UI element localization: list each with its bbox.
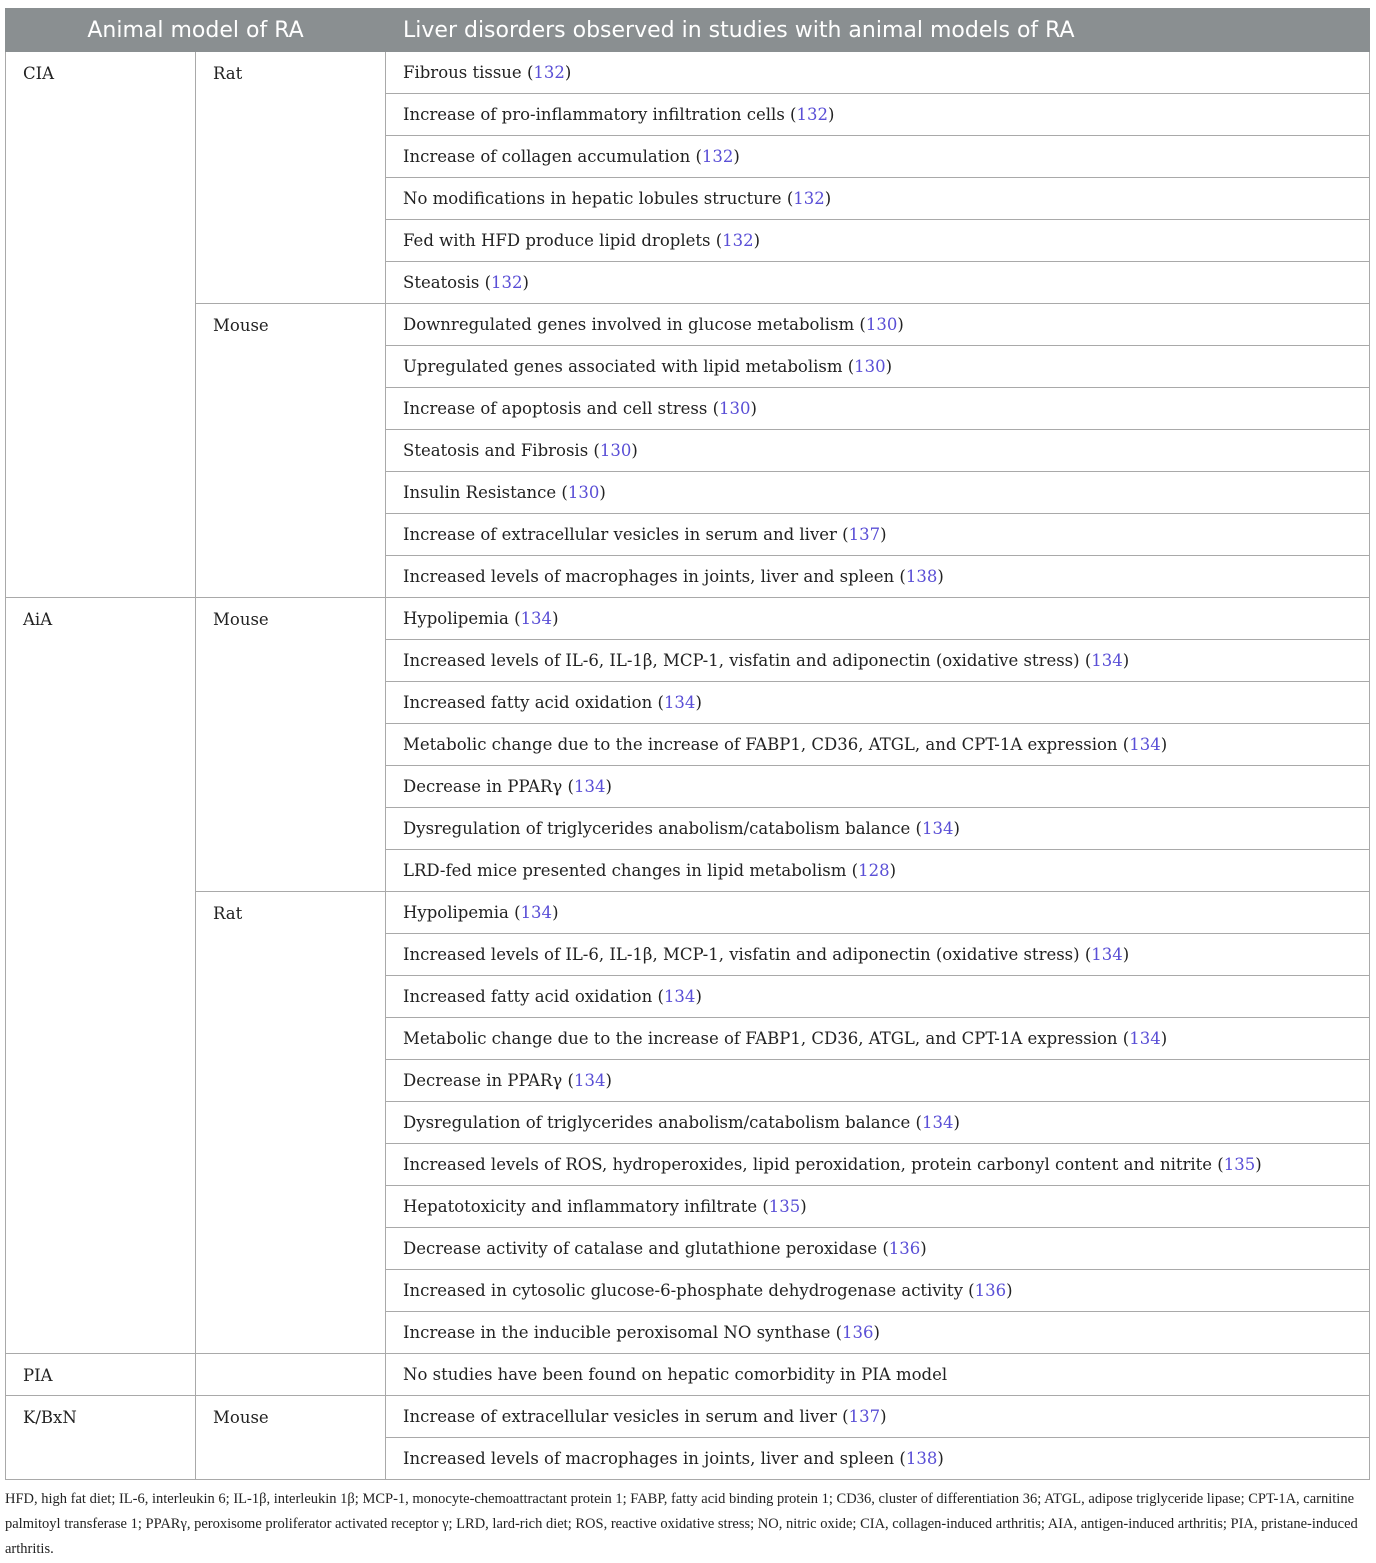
finding-cell: Increase of extracellular vesicles in serum and liver (137) [386,1396,1370,1438]
header-animal-model: Animal model of RA [6,9,386,52]
finding-text: Fibrous tissue [403,63,522,82]
finding-cell [386,1354,1370,1396]
finding-cell: Increased levels of IL-6, IL-1β, MCP-1, visfatin and adiponectin (oxidative stress) (134) [386,640,1370,682]
table-footnote: HFD, high fat diet; IL-6, interleukin 6; IL-1β, interleukin 1β; MCP-1, monocyte-chemoattractant protein 1; FABP, fatty acid binding protein 1; CD36, cluster of differentiation 36; ATGL, adipose triglyceride lipase; CPT-1A, carnitine palmitoyl transferase 1; PPARγ, peroxisome proliferator activated receptor γ; LRD, lard-rich diet; ROS, reactive oxidative stress; NO, nitric oxide; CIA, collagen-induced arthritis; AIA, antigen-induced arthritis; PIA, pristane-induced arthritis. [5,1491,1358,1557]
finding-text: No modifications in hepatic lobules structure [403,189,782,208]
finding-text: Fed with HFD produce lipid droplets [403,231,711,250]
finding-cell: Increase of collagen accumulation (132) [386,136,1370,178]
finding-text: Decrease in PPARγ [403,1071,563,1090]
finding-cell: LRD-fed mice presented changes in lipid metabolism (128) [386,850,1370,892]
finding-text: Increased levels of macrophages in joints, liver and spleen [403,1449,895,1468]
finding-text: Hypolipemia [403,609,509,628]
finding-cell: Fibrous tissue (132) [386,52,1370,94]
finding-text: Metabolic change due to the increase of FABP1, CD36, ATGL, and CPT-1A expression [403,735,1118,754]
finding-text: Steatosis and Fibrosis [403,441,589,460]
reference-link[interactable]: 134 [520,903,553,922]
reference-link[interactable]: 134 [1129,1029,1161,1048]
finding-text: Dysregulation of triglycerides anabolism/catabolism balance [403,819,911,838]
finding-text: Steatosis [403,273,480,292]
species-cell: Rat [196,892,386,1354]
table-header-row [6,9,1370,52]
model-cell: CIA [6,52,196,598]
finding-cell: Dysregulation of triglycerides anabolism/catabolism balance (134) [386,1102,1370,1144]
model-cell: PIA [6,1354,196,1396]
reference-link[interactable]: 136 [888,1239,921,1258]
finding-text: Increase of pro-inflammatory infiltration cells [403,105,785,124]
reference-link[interactable]: 132 [491,273,523,292]
species-cell [196,1354,386,1396]
finding-cell: Increased levels of macrophages in joints, liver and spleen (138) [386,556,1370,598]
reference-link[interactable]: 134 [520,609,553,628]
reference-link[interactable]: 135 [1223,1155,1256,1174]
reference-link[interactable]: 130 [854,357,886,376]
finding-text: Increased fatty acid oxidation [403,693,653,712]
reference-link[interactable]: 134 [1091,651,1123,670]
reference-link[interactable]: 132 [722,231,754,250]
finding-text: Increase of extracellular vesicles in serum and liver [403,1407,837,1426]
reference-link[interactable]: 128 [858,861,890,880]
finding-cell: Upregulated genes associated with lipid metabolism (130) [386,346,1370,388]
reference-link[interactable]: 134 [1129,735,1161,754]
finding-cell: No modifications in hepatic lobules structure (132) [386,178,1370,220]
table-row [6,52,1370,94]
table-row [6,892,1370,934]
finding-text: Increased levels of ROS, hydroperoxides, lipid peroxidation, protein carbonyl content and nitrite [403,1155,1213,1174]
liver-disorders-table [5,8,1370,1480]
finding-cell: Increased levels of ROS, hydroperoxides, lipid peroxidation, protein carbonyl content and nitrite (135) [386,1144,1370,1186]
finding-cell: Increased in cytosolic glucose-6-phosphate dehydrogenase activity (136) [386,1270,1370,1312]
reference-link[interactable]: 130 [865,315,898,334]
finding-cell: Downregulated genes involved in glucose metabolism (130) [386,304,1370,346]
table-row [6,1354,1370,1396]
finding-text: Downregulated genes involved in glucose metabolism [403,315,855,334]
finding-text: Dysregulation of triglycerides anabolism/catabolism balance [403,1113,911,1132]
reference-link[interactable]: 134 [573,1071,606,1090]
reference-link[interactable]: 134 [663,693,696,712]
reference-link[interactable]: 134 [573,777,606,796]
reference-link[interactable]: 132 [793,189,825,208]
finding-cell: Increased fatty acid oxidation (134) [386,976,1370,1018]
model-cell: AiA [6,598,196,1354]
finding-cell: Hypolipemia (134) [386,892,1370,934]
finding-cell: Decrease activity of catalase and glutathione peroxidase (136) [386,1228,1370,1270]
finding-cell: Decrease in PPARγ (134) [386,1060,1370,1102]
finding-cell: Hepatotoxicity and inflammatory infiltrate (135) [386,1186,1370,1228]
finding-cell: Dysregulation of triglycerides anabolism/catabolism balance (134) [386,808,1370,850]
finding-text: Metabolic change due to the increase of FABP1, CD36, ATGL, and CPT-1A expression [403,1029,1118,1048]
finding-cell: Increase of pro-inflammatory infiltration cells (132) [386,94,1370,136]
finding-text: Increased levels of IL-6, IL-1β, MCP-1, visfatin and adiponectin (oxidative stress) [403,651,1080,670]
reference-link[interactable]: 134 [1091,945,1123,964]
finding-cell: Increased fatty acid oxidation (134) [386,682,1370,724]
reference-link[interactable]: 135 [768,1197,801,1216]
finding-cell: Decrease in PPARγ (134) [386,766,1370,808]
reference-link[interactable]: 132 [796,105,828,124]
finding-cell: Fed with HFD produce lipid droplets (132) [386,220,1370,262]
finding-cell: Increase in the inducible peroxisomal NO synthase (136) [386,1312,1370,1354]
table-row [6,598,1370,640]
finding-cell: Hypolipemia (134) [386,598,1370,640]
finding-text: Hypolipemia [403,903,509,922]
finding-cell: Steatosis (132) [386,262,1370,304]
model-cell: K/BxN [6,1396,196,1480]
finding-text: Increased levels of macrophages in joints, liver and spleen [403,567,895,586]
reference-link[interactable]: 138 [905,1449,938,1468]
finding-cell: Increase of apoptosis and cell stress (130) [386,388,1370,430]
finding-cell: Increased levels of macrophages in joints, liver and spleen (138) [386,1438,1370,1480]
finding-text: Decrease activity of catalase and glutathione peroxidase [403,1239,878,1258]
reference-link[interactable]: 137 [848,525,881,544]
finding-text: Hepatotoxicity and inflammatory infiltrate [403,1197,758,1216]
reference-link[interactable]: 130 [599,441,632,460]
species-cell: Rat [196,52,386,304]
finding-cell: Insulin Resistance (130) [386,472,1370,514]
reference-link[interactable]: 132 [701,147,734,166]
reference-link[interactable]: 134 [663,987,696,1006]
species-cell: Mouse [196,304,386,598]
finding-text: Increased levels of IL-6, IL-1β, MCP-1, visfatin and adiponectin (oxidative stress) [403,945,1080,964]
finding-text: Increased fatty acid oxidation [403,987,653,1006]
reference-link[interactable]: 136 [974,1281,1007,1300]
finding-text: Increase of apoptosis and cell stress [403,399,708,418]
finding-text: Upregulated genes associated with lipid metabolism [403,357,843,376]
species-cell: Mouse [196,1396,386,1480]
finding-text: Increase in the inducible peroxisomal NO synthase [403,1323,831,1342]
reference-link[interactable]: 134 [921,819,954,838]
finding-cell: Metabolic change due to the increase of FABP1, CD36, ATGL, and CPT-1A expression (134) [386,1018,1370,1060]
finding-text: Increased in cytosolic glucose-6-phosphate dehydrogenase activity [403,1281,963,1300]
reference-link[interactable]: 136 [842,1323,874,1342]
finding-text: No studies have been found on hepatic comorbidity in PIA model [403,1365,948,1384]
reference-link[interactable]: 134 [921,1113,954,1132]
finding-text: Increase of collagen accumulation [403,147,691,166]
finding-cell: Steatosis and Fibrosis (130) [386,430,1370,472]
finding-text: LRD-fed mice presented changes in lipid metabolism [403,861,847,880]
reference-link[interactable]: 137 [848,1407,881,1426]
finding-text: Increase of extracellular vesicles in serum and liver [403,525,837,544]
finding-cell: Increase of extracellular vesicles in serum and liver (137) [386,514,1370,556]
table-row [6,304,1370,346]
finding-cell: Increased levels of IL-6, IL-1β, MCP-1, visfatin and adiponectin (oxidative stress) (134) [386,934,1370,976]
reference-link[interactable]: 130 [567,483,600,502]
reference-link[interactable]: 130 [719,399,751,418]
finding-cell: Metabolic change due to the increase of FABP1, CD36, ATGL, and CPT-1A expression (134) [386,724,1370,766]
table-row [6,1396,1370,1438]
reference-link[interactable]: 138 [905,567,938,586]
finding-text: Decrease in PPARγ [403,777,563,796]
species-cell: Mouse [196,598,386,892]
reference-link[interactable]: 132 [533,63,565,82]
finding-text: Insulin Resistance [403,483,557,502]
table-body [6,52,1370,1480]
header-liver-disorders: Liver disorders observed in studies with animal models of RA [386,9,1370,52]
